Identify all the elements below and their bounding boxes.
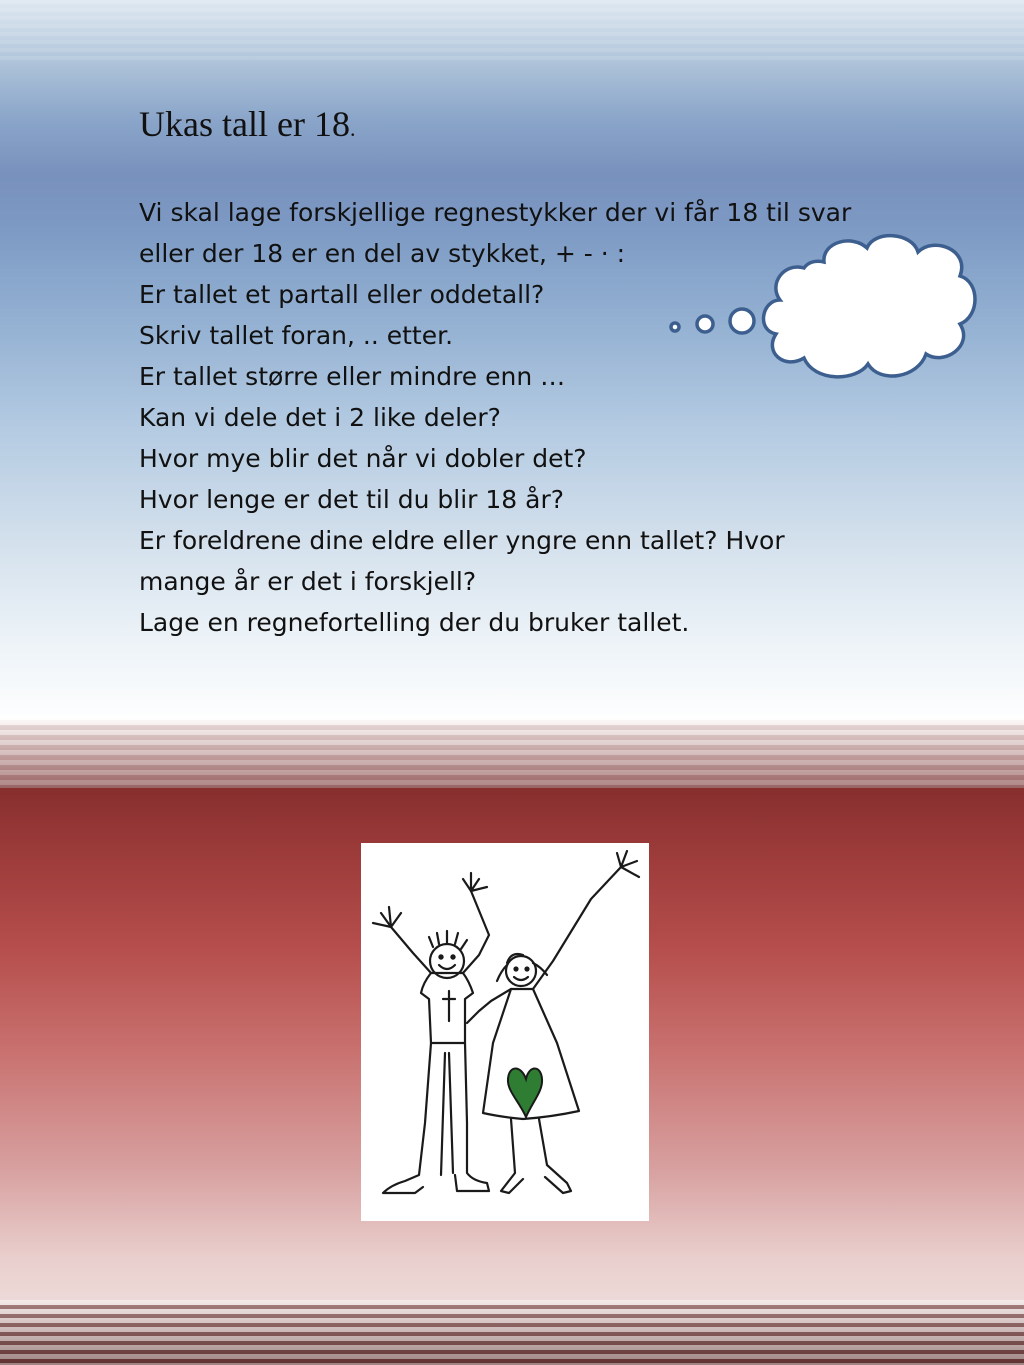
body-line: mange år er det i forskjell?: [139, 567, 477, 596]
body-line: Lage en regnefortelling der du bruker tallet.: [139, 608, 690, 637]
slide-title: [139, 100, 355, 153]
body-line: Er foreldrene dine eldre eller yngre enn tallet? Hvor: [139, 526, 785, 555]
slide-title-period: .: [349, 116, 356, 141]
body-line: Er tallet større eller mindre enn …: [139, 362, 566, 391]
body-line: Hvor lenge er det til du blir 18 år?: [139, 485, 564, 514]
stick-figures-illustration: [361, 843, 649, 1221]
slide-title-main: Ukas tall er 18: [139, 104, 350, 144]
body-line: Skriv tallet foran, .. etter.: [139, 321, 454, 350]
two-stick-figures-cheering-icon: [361, 843, 649, 1221]
body-line: Vi skal lage forskjellige regnestykker der vi får 18 til svar: [139, 198, 852, 227]
body-line: Hvor mye blir det når vi dobler det?: [139, 444, 587, 473]
body-line: Kan vi dele det i 2 like deler?: [139, 403, 501, 432]
body-line: Er tallet et partall eller oddetall?: [139, 280, 545, 309]
body-line: eller der 18 er en del av stykket, + - · :: [139, 239, 626, 268]
background-bottom-shade: [0, 1300, 1024, 1365]
background-divider-shade: [0, 720, 1024, 790]
heart-icon: [508, 1069, 542, 1118]
background-top-bands: [0, 0, 1024, 60]
thought-cloud-icon: [664, 228, 980, 386]
